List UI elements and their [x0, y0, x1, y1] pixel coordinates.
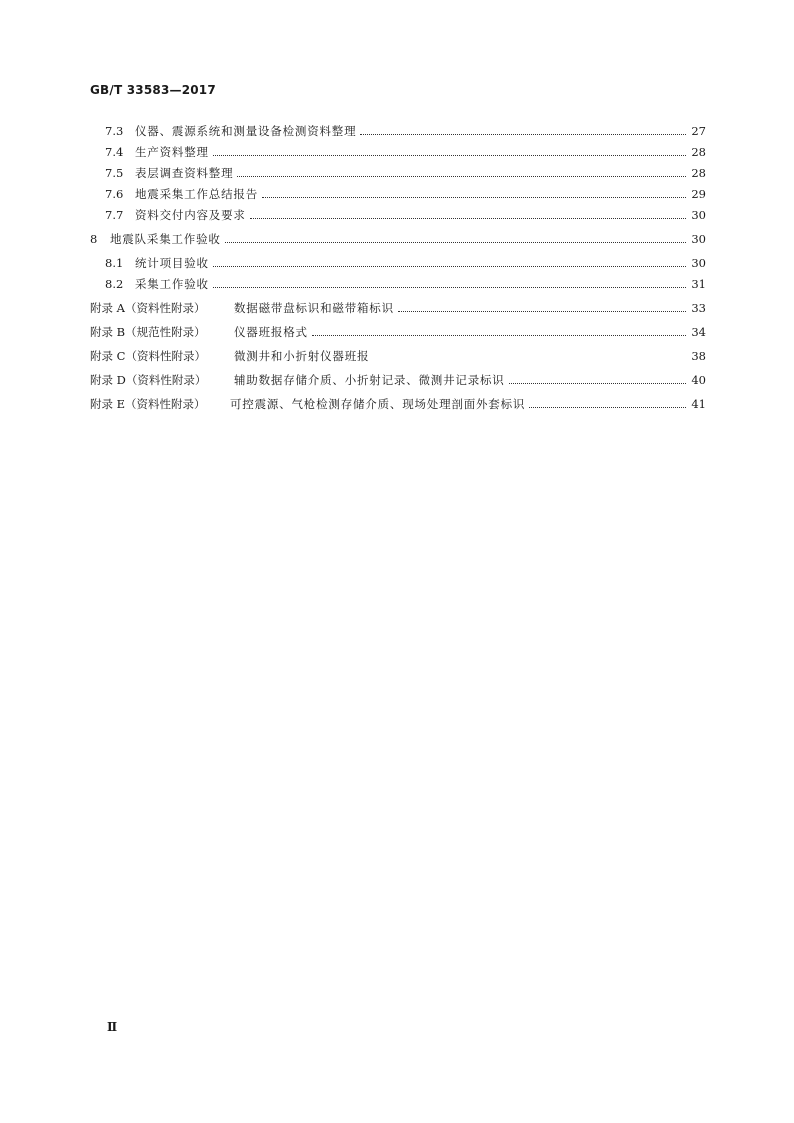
- toc-leader-dots: [360, 124, 686, 135]
- toc-entry-title: 资料交付内容及要求: [135, 208, 246, 222]
- toc-entry-page: 31: [691, 277, 706, 291]
- toc-entry[interactable]: [105, 118, 706, 138]
- toc-entry-page: 29: [691, 187, 706, 201]
- toc-entry-page: 27: [691, 124, 706, 138]
- toc-entry-title: 辅助数据存储介质、小折射记录、微测井记录标识: [234, 373, 505, 387]
- toc-entry[interactable]: [90, 226, 706, 246]
- toc-entry[interactable]: [105, 202, 706, 222]
- toc-entry-page: 30: [691, 232, 706, 246]
- toc-entry-page: 40: [691, 373, 706, 387]
- toc-entry[interactable]: [90, 343, 706, 363]
- toc-entry-number: 附录 E（资料性附录）: [90, 397, 206, 411]
- toc-leader-dots: [213, 256, 686, 267]
- toc-entry-number: 附录 D（资料性附录）: [90, 373, 207, 387]
- toc-entry[interactable]: [105, 160, 706, 180]
- toc-entry-title: 表层调查资料整理: [135, 166, 234, 180]
- toc-entry[interactable]: [105, 139, 706, 159]
- toc-entry-number: 附录 B（规范性附录）: [90, 325, 206, 339]
- toc-leader-dots: [213, 277, 686, 288]
- toc-entry[interactable]: [90, 367, 706, 387]
- toc-leader-dots: [250, 208, 686, 219]
- toc-entry[interactable]: [105, 181, 706, 201]
- toc-entry-number: 附录 C（资料性附录）: [90, 349, 206, 363]
- toc-entry-number: 7.7: [105, 208, 124, 222]
- toc-entry-title: 仪器班报格式: [234, 325, 308, 339]
- toc-entry-number: 8.1: [105, 256, 124, 270]
- toc-entry-page: 28: [691, 145, 706, 159]
- toc-entry-title: 地震队采集工作验收: [110, 232, 221, 246]
- toc-leader-dots: [213, 145, 686, 156]
- toc-entry-number: 7.4: [105, 145, 124, 159]
- toc-leader-dots: [262, 187, 686, 198]
- toc-entry-title: 统计项目验收: [135, 256, 209, 270]
- toc-entry-title: 生产资料整理: [135, 145, 209, 159]
- toc-entry-page: 38: [691, 349, 706, 363]
- toc-entry-title: 数据磁带盘标识和磁带箱标识: [234, 301, 394, 315]
- toc-entry-number: 附录 A（资料性附录）: [90, 301, 206, 315]
- toc-entry[interactable]: [105, 250, 706, 270]
- toc-entry-page: 41: [691, 397, 706, 411]
- toc-leader-dots: [225, 232, 686, 243]
- toc-entry-page: 30: [691, 256, 706, 270]
- toc-entry-title: 仪器、震源系统和测量设备检测资料整理: [135, 124, 357, 138]
- toc-leader-dots: [237, 166, 686, 177]
- toc-entry-page: 33: [691, 301, 706, 315]
- toc-leader-dots: [312, 325, 686, 336]
- toc-entry-title: 微测井和小折射仪器班报: [234, 349, 370, 363]
- toc-leader-dots: [509, 373, 686, 384]
- toc-entry-number: 7.6: [105, 187, 124, 201]
- page-number: Ⅱ: [107, 1020, 117, 1034]
- toc-entry-title: 地震采集工作总结报告: [135, 187, 258, 201]
- toc-entry-number: 8: [90, 232, 98, 246]
- toc-entry-number: 7.3: [105, 124, 124, 138]
- toc-leader-dots: [398, 301, 686, 312]
- toc-entry-page: 28: [691, 166, 706, 180]
- toc-entry-title: 采集工作验收: [135, 277, 209, 291]
- toc-leader-dots: [529, 397, 686, 408]
- toc-entry-number: 8.2: [105, 277, 124, 291]
- standard-number: GB/T 33583—2017: [90, 83, 216, 97]
- toc-entry-page: 34: [691, 325, 706, 339]
- toc-entry[interactable]: [90, 319, 706, 339]
- toc-entry-title: 可控震源、气枪检测存储介质、现场处理剖面外套标识: [230, 397, 526, 411]
- toc-entry-page: 30: [691, 208, 706, 222]
- toc-entry[interactable]: [90, 391, 706, 411]
- toc-entry[interactable]: [90, 295, 706, 315]
- toc-entry-number: 7.5: [105, 166, 124, 180]
- toc-entry[interactable]: [105, 271, 706, 291]
